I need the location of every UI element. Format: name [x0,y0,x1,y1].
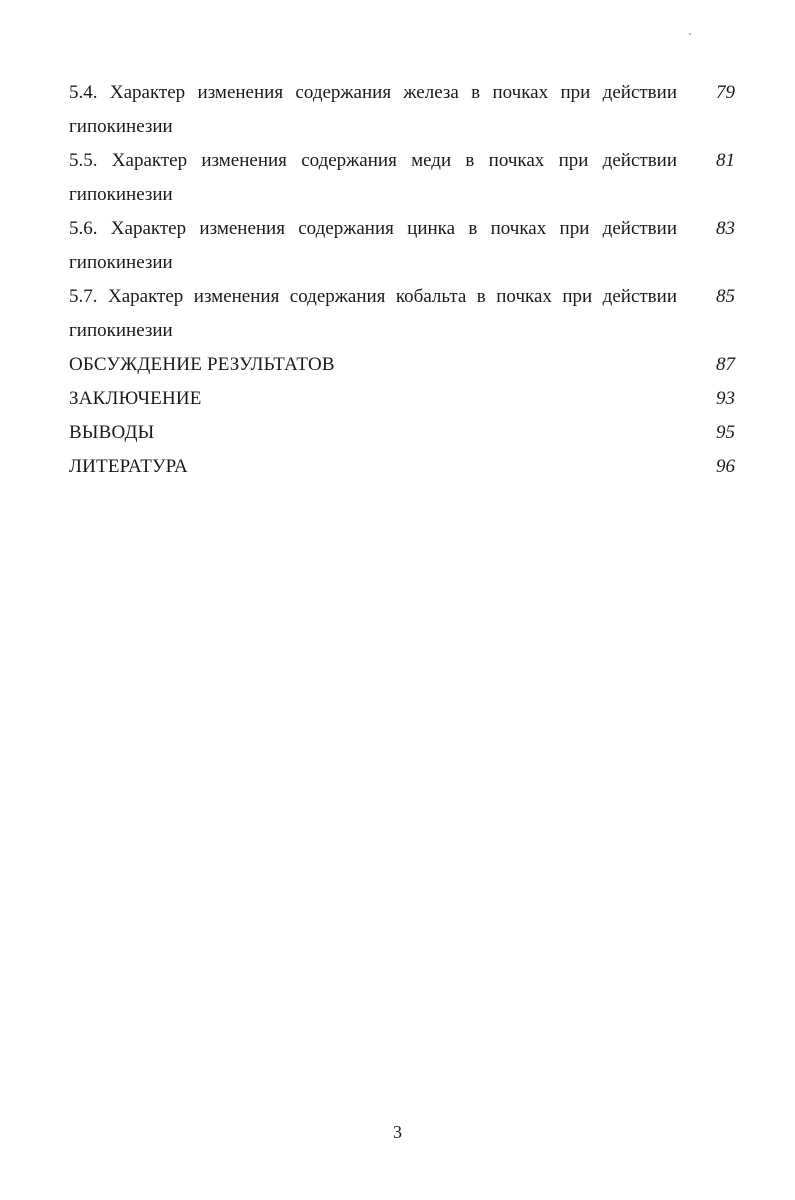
toc-entry-title: ВЫВОДЫ [69,422,155,443]
toc-entry-findings [69,416,739,450]
toc-entry-title: 5.4. Характер изменения содержания железа в почках при действии [69,82,677,103]
toc-entry-page-number: 79 [716,82,735,103]
scan-speck [689,33,691,35]
toc-entry-title: ОБСУЖДЕНИЕ РЕЗУЛЬТАТОВ [69,354,335,375]
toc-entry-title-continuation: гипокинезии [69,184,173,205]
toc-entry-title: 5.5. Характер изменения содержания меди в почках при действии [69,150,677,171]
toc-entry-page-number: 96 [716,456,735,477]
toc-entry-page-number: 95 [716,422,735,443]
toc-entry-title-continuation: гипокинезии [69,116,173,137]
toc-entry-5-4 [69,76,739,144]
toc-entry-references [69,450,739,484]
table-of-contents [69,76,739,484]
toc-entry-5-7 [69,280,739,348]
toc-entry-title-continuation: гипокинезии [69,320,173,341]
toc-entry-page-number: 81 [716,150,735,171]
toc-entry-page-number: 87 [716,354,735,375]
toc-entry-title: ЛИТЕРАТУРА [69,456,188,477]
toc-entry-conclusion [69,382,739,416]
toc-entry-page-number: 85 [716,286,735,307]
toc-entry-title: 5.7. Характер изменения содержания кобальта в почках при действии [69,286,677,307]
toc-entry-discussion [69,348,739,382]
toc-entry-5-6 [69,212,739,280]
page-number: 3 [393,1122,402,1142]
toc-entry-page-number: 93 [716,388,735,409]
toc-entry-title: ЗАКЛЮЧЕНИЕ [69,388,202,409]
toc-entry-page-number: 83 [716,218,735,239]
toc-entry-title: 5.6. Характер изменения содержания цинка в почках при действии [69,218,677,239]
toc-entry-5-5 [69,144,739,212]
toc-entry-title-continuation: гипокинезии [69,252,173,273]
